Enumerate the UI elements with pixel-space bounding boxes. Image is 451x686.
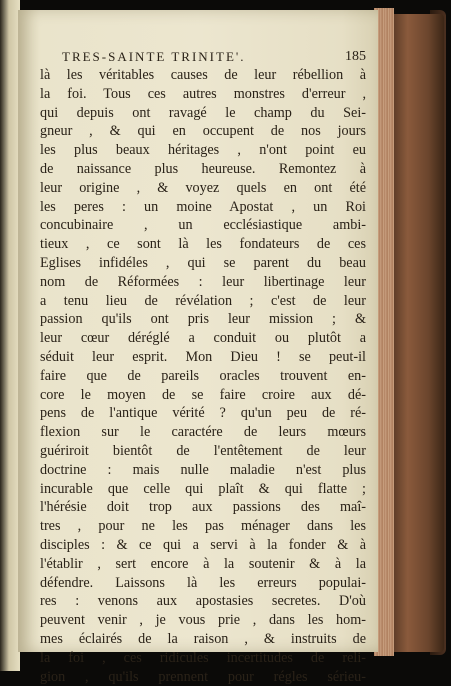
text-line: là les véritables causes de leur rébellion à xyxy=(40,66,366,85)
text-line: qui depuis ont ravagé le champ du Sei- xyxy=(40,104,366,123)
page-text xyxy=(40,48,366,686)
text-line: la foi , ces ridicules incertitudes de reli- xyxy=(40,649,366,668)
text-line: tres , pour ne les pas ménager dans les xyxy=(40,517,366,536)
text-line: nom de Réformées : leur libertinage leur xyxy=(40,273,366,292)
text-line: faire que de pareils oracles trouvent en- xyxy=(40,367,366,386)
text-line: incurable que celle qui plaît & qui flatte ; xyxy=(40,480,366,499)
text-line: Eglises infidéles , qui se parent du beau xyxy=(40,254,366,273)
text-line: doctrine : mais nulle maladie n'est plus xyxy=(40,461,366,480)
text-line: gneur , & qui en occupent de nos jours xyxy=(40,122,366,141)
text-line: de naissance plus heureuse. Remontez à xyxy=(40,160,366,179)
text-line: l'établir , sert encore à la soutenir & à la xyxy=(40,555,366,574)
text-line: core le moyen de se faire croire aux dé- xyxy=(40,386,366,405)
text-line: défendre. Laissons là les erreurs populai- xyxy=(40,574,366,593)
text-line: l'hérésie doit trop aux passions des maî- xyxy=(40,498,366,517)
page-number: 185 xyxy=(345,48,366,66)
text-line: gion , qu'ils prennent pour régles sérieu- xyxy=(40,668,366,686)
text-line: leur cœur déréglé a conduit ou plutôt a xyxy=(40,329,366,348)
text-line: tieux , ce sont là les fondateurs de ces xyxy=(40,235,366,254)
running-head-title: TRES-SAINTE TRINITE'. xyxy=(62,48,245,66)
text-line: la foi. Tous ces autres monstres d'erreur , xyxy=(40,85,366,104)
running-head xyxy=(62,48,366,66)
text-line: peuvent venir , je vous prie , dans les hom- xyxy=(40,611,366,630)
text-line: concubinaire , un ecclésiastique ambi- xyxy=(40,216,366,235)
text-line: mes éclairés de la raison , & instruits de xyxy=(40,630,366,649)
text-line: flexion sur le caractére de leurs mœurs xyxy=(40,423,366,442)
text-line: leur origine , & voyez quels en ont été xyxy=(40,179,366,198)
text-line: a tenu lieu de révélation ; c'est de leur xyxy=(40,292,366,311)
text-line: les plus beaux héritages , n'ont point eu xyxy=(40,141,366,160)
text-line: passion qu'ils ont pris leur mission ; & xyxy=(40,310,366,329)
text-line: les peres : un moine Apostat , un Roi xyxy=(40,198,366,217)
text-line: res : venons aux apostasies secretes. D'où xyxy=(40,592,366,611)
text-line: séduit leur esprit. Mon Dieu ! se peut-il xyxy=(40,348,366,367)
left-page-edge xyxy=(0,0,20,671)
book-cover xyxy=(392,14,444,652)
text-line: pens de l'antique vérité ? qu'un peu de ré- xyxy=(40,404,366,423)
text-line: guériroit bientôt de l'entêtement de leur xyxy=(40,442,366,461)
text-line: disciples : & ce qui a servi à la fonder & à xyxy=(40,536,366,555)
